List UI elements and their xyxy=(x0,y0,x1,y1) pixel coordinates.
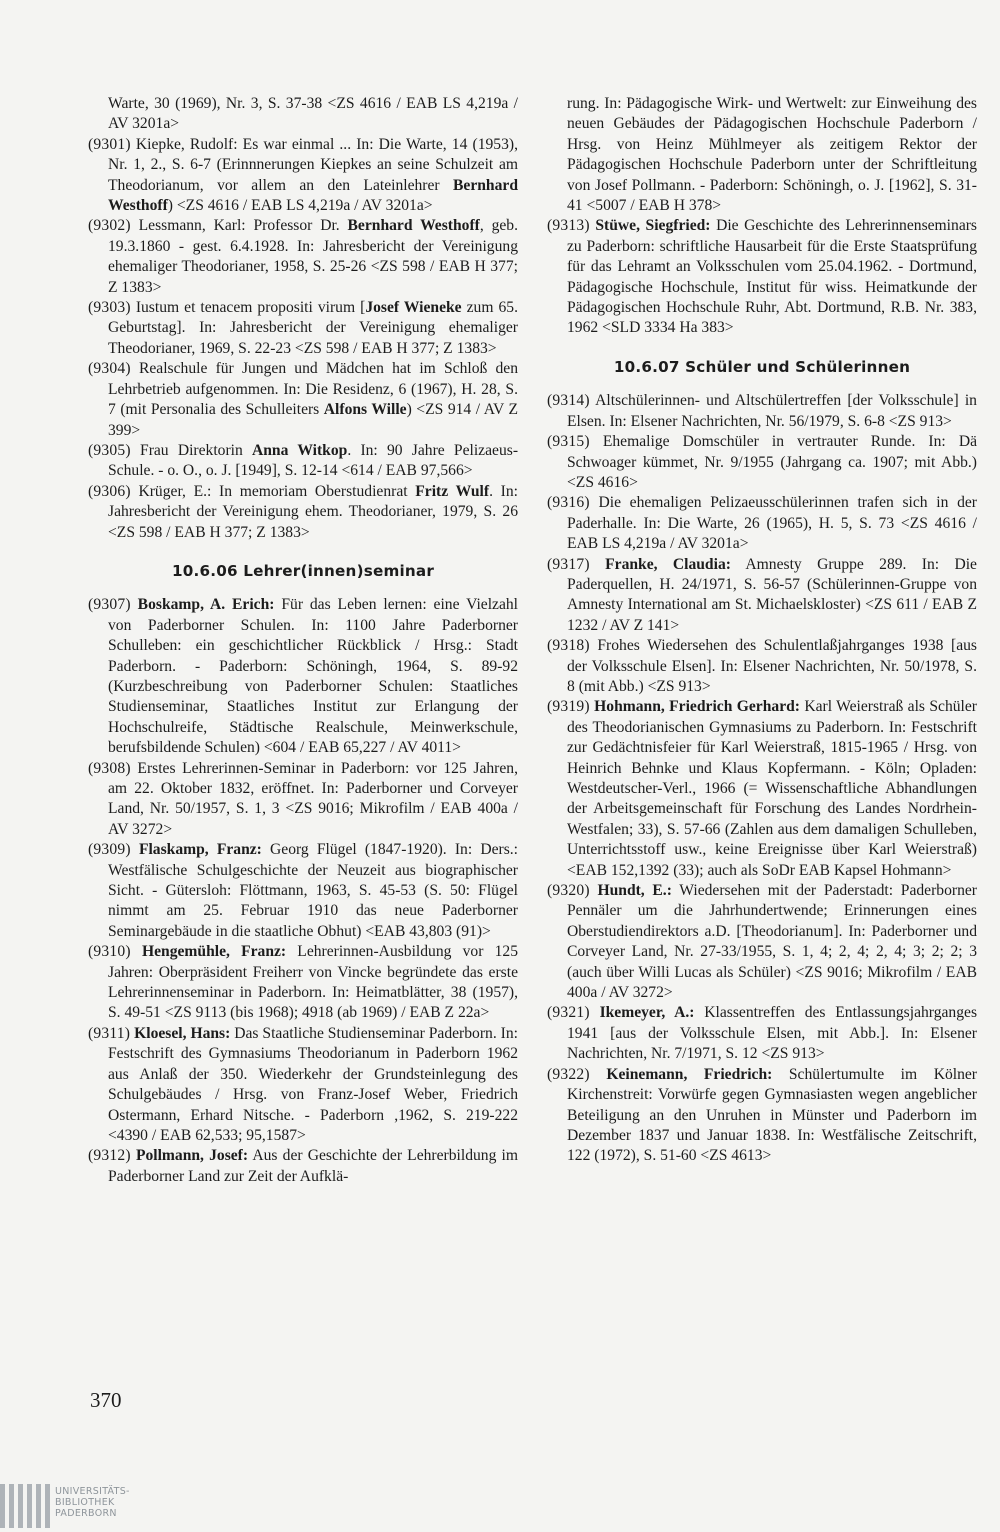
entry-number: (9317) xyxy=(547,555,590,573)
entry-number: (9310) xyxy=(88,943,131,961)
entry-author: Franke, Claudia: xyxy=(605,555,731,573)
entry-text: Schülertumulte im Kölner Kirchenstreit: Vorwürfe gegen Gymnasiasten wegen angeblicher Beteiligung an den Unruhen in Münster und Paderborn im Dezember 1837 und Januar 1838. In: Westfälische Zeitschrift, 122 (1972), S. 51-60 <ZS 4613> xyxy=(567,1065,977,1165)
entry-text: Amnesty Gruppe 289. In: Die Paderquellen, H. 24/1971, S. 56-57 (Schülerinnen-Gruppe von Amnesty International am St. Michaelskloster) <ZS 611 / EAB Z 1232 / AV Z 141> xyxy=(567,555,977,634)
entry-number: (9321) xyxy=(547,1004,590,1022)
continuation-text: rung. In: Pädagogische Wirk- und Wertwelt: zur Einweihung des neuen Gebäudes der Pädagogischen Hochschule Paderborn / Hrsg. von Heinz Mühlmeyer als zeitigem Rektor der Pädagogischen Hochschule Paderborn unter der Schriftleitung von Josef Pollmann. - Paderborn: Schöningh, o. J. [1962], S. 31-41 <5007 / EAB H 378> xyxy=(567,95,977,215)
entry-text: Die ehemaligen Pelizaeusschülerinnen trafen sich in der Paderhalle. In: Die Warte, 26 (1965), H. 5, S. 73 <ZS 4616 / EAB LS 4,219a / AV 3201a> xyxy=(567,494,977,553)
bibliography-entry xyxy=(547,391,977,432)
section-heading: 10.6.07 Schüler und Schülerinnen xyxy=(613,357,911,376)
entry-number: (9307) xyxy=(88,596,131,614)
bibliography-entry xyxy=(88,759,518,841)
entry-number: (9316) xyxy=(547,494,590,512)
entry-number: (9311) xyxy=(88,1024,131,1042)
entry-author: Josef Wieneke xyxy=(365,299,462,317)
bibliography-entry xyxy=(88,1146,518,1187)
entry-text: zum 65. Geburtstag]. In: Jahresbericht der Vereinigung ehemaliger Theodorianer, 1969, S. 22-23 <ZS 598 / EAB H 377; Z 1383> xyxy=(108,299,518,357)
entry-text: Für das Leben lernen: eine Vielzahl von Paderborner Schulen. In: 1100 Jahre Paderborner Schulleben: ein geschichtlicher Rückblick / Hrsg.: Stadt Paderborn. - Paderborn: Schöningh, 1964, S. 89-92 (Kurzbeschreibung von Paderborner Schulen: Staatliches Studienseminar, Staatliches Institut zur Erlangung der Hochschulreife, Städtische Realschule, Meinwerkschule, berufsbildende Schulen) <604 / EAB 65,227 / AV 4011> xyxy=(108,596,519,757)
bibliography-entry xyxy=(547,493,977,554)
entry-number: (9301) xyxy=(88,135,131,153)
entry-text: , geb. 19.3.1860 - gest. 6.4.1928. In: Jahresbericht der Vereinigung ehemaliger Theodorianer, 1958, S. 25-26 <ZS 598 / EAB H 377; Z 1383> xyxy=(108,217,518,296)
entry-number: (9312) xyxy=(88,1147,131,1165)
entry-author: Flaskamp, Franz: xyxy=(138,841,262,859)
entry-text: Kiepke, Rudolf: Es war einmal ... In: Die Warte, 14 (1953), Nr. 1, 2., S. 6-7 (Erinnnerungen Kiepkes an seine Schulzeit am Theodorianum, vor allem an den Lateinlehrer xyxy=(108,135,518,194)
library-name: UNIVERSITÄTS- BIBLIOTHEK PADERBORN xyxy=(55,1486,130,1519)
entry-number: (9308) xyxy=(88,759,131,777)
entry-number: (9318) xyxy=(547,637,590,655)
bibliography-entry xyxy=(88,359,518,441)
entry-number: (9304) xyxy=(88,360,131,378)
right-column xyxy=(547,94,977,1167)
entry-author: Fritz Wulf xyxy=(415,482,490,500)
bibliography-entry xyxy=(88,482,518,543)
entry-author: Hengemühle, Franz: xyxy=(141,943,287,961)
bibliography-entry xyxy=(547,216,977,338)
entry-text: . In: Jahresbericht der Vereinigung ehem. Theodorianer, 1979, S. 26 <ZS 598 / EAB H 377; Z 1383> xyxy=(108,482,518,541)
bibliography-entry xyxy=(88,1024,518,1146)
entry-author: Bernhard Westhoff xyxy=(108,176,518,215)
entries-list xyxy=(88,135,518,543)
entry-text: Klassentreffen des Entlassungsjahrganges 1941 [aus der Volksschule Elsen, mit Abb.]. In: Elsener Nachrichten, Nr. 7/1971, S. 12 <ZS 913> xyxy=(567,1004,978,1063)
bibliography-entry xyxy=(88,840,518,942)
entry-text: Realschule für Jungen und Mädchen hat im Schloß den Lehrbetrieb aufgenommen. In: Die Residenz, 6 (1967), H. 28, S. 7 (mit Personalia des Schulleiters xyxy=(108,360,518,419)
entry-author: Anna Witkop xyxy=(252,441,348,459)
entry-number: (9303) xyxy=(88,299,131,317)
entry-text: Krüger, E.: In memoriam Oberstudienrat xyxy=(138,482,416,500)
entry-text: Frau Direktorin xyxy=(140,441,252,459)
entry-author: Bernhard Westhoff xyxy=(347,217,480,235)
bibliography-entry xyxy=(547,636,977,697)
entry-text: Lehrerinnen-Ausbildung vor 125 Jahren: Oberpräsident Freiherr von Vincke begründete das erste Lehrerinnenseminar in Paderborn. In: Heimatblätter, 38 (1957), S. 49-51 <ZS 9113 (bis 1968); 4918 (ab 1969) / EAB Z 22a> xyxy=(108,943,518,1022)
entry-number: (9313) xyxy=(547,217,590,235)
barcode-icon xyxy=(0,1484,50,1528)
bibliography-entry xyxy=(88,135,518,217)
entry-text: Lessmann, Karl: Professor Dr. xyxy=(138,217,348,235)
entry-number: (9322) xyxy=(547,1065,590,1083)
bibliography-entry xyxy=(547,555,977,637)
entry-number: (9309) xyxy=(88,841,131,859)
entry-text: Erstes Lehrerinnen-Seminar in Paderborn: vor 125 Jahren, am 22. Oktober 1832, eröffnet. In: Paderborner und Corveyer Land, Nr. 50/1957, S. 1, 3 <ZS 9016; Mikrofilm / EAB 400a / AV 3272> xyxy=(108,759,518,838)
entry-number: (9320) xyxy=(547,882,590,900)
entry-author: Stüwe, Siegfried: xyxy=(595,217,711,235)
entry-number: (9305) xyxy=(88,441,131,459)
entry-text: Iustum et tenacem propositi virum [ xyxy=(135,299,366,317)
continuation-text: Warte, 30 (1969), Nr. 3, S. 37-38 <ZS 4616 / EAB LS 4,219a / AV 3201a> xyxy=(108,95,518,133)
bibliography-entry xyxy=(547,432,977,493)
entry-number: (9302) xyxy=(88,217,131,235)
bibliography-entry xyxy=(547,881,977,1003)
left-column xyxy=(88,94,518,1187)
entry-text: Aus der Geschichte der Lehrerbildung im Paderborner Land zur Zeit der Aufklä- xyxy=(108,1147,518,1185)
entry-text: Frohes Wiedersehen des Schulentlaßjahrganges 1938 [aus der Volksschule Elsen]. In: Elsener Nachrichten, Nr. 50/1978, S. 8 (mit Abb.) <ZS 913> xyxy=(567,637,977,695)
section-heading: 10.6.06 Lehrer(innen)seminar xyxy=(171,561,435,580)
bibliography-entry xyxy=(547,697,977,881)
entry-text: Ehemalige Domschüler in vertrauter Runde. In: Dä Schwoager kümmet, Nr. 9/1955 (Jahrgang ca. 1907; mit Abb.) <ZS 4616> xyxy=(567,433,977,491)
entry-text: ) <ZS 4616 / EAB LS 4,219a / AV 3201a> xyxy=(167,197,433,215)
entry-number: (9319) xyxy=(547,698,590,716)
entry-text: Altschülerinnen- und Altschülertreffen [der Volksschule] in Elsen. In: Elsener Nachrichten, Nr. 56/1979, S. 6-8 <ZS 913> xyxy=(567,392,977,430)
entry-number: (9306) xyxy=(88,482,131,500)
entry-text: Das Staatliche Studienseminar Paderborn. In: Festschrift des Gymnasiums Theodorianum in Paderborn 1962 aus Anlaß der 350. Wiederkehr der Grundsteinlegung des Schulgebäudes / Hrsg. von Franz-Josef Weber, Friedrich Ostermann, Erhard Nitsche. - Paderborn ,1962, S. 219-222 <4390 / EAB 62,533; 95,1587> xyxy=(108,1024,518,1144)
entry-author: Alfons Wille xyxy=(323,401,407,419)
entry-author: Pollmann, Josef: xyxy=(135,1147,249,1165)
bibliography-entry xyxy=(88,298,518,359)
entry-text: Georg Flügel (1847-1920). In: Ders.: Westfälische Schulgeschichte der Neuzeit aus biographischer Sicht. - Gütersloh: Flöttmann, 1963, S. 45-53 (S. 50: Flügel nimmt am 25. Februar 1910 das neue Paderborner Seminargebäude in die staatliche Obhut) <EAB 43,803 (91)> xyxy=(108,841,518,940)
bibliography-entry xyxy=(88,216,518,298)
page-number: 370 xyxy=(90,1388,122,1412)
entry-text: Karl Weierstraß als Schüler des Theodorianischen Gymnasiums zu Paderborn. In: Festschrift zur Gedächtnisfeier für Karl Weierstraß, 1815-1965 / Hrsg. von Heinrich Behnke und Klaus Kopfermann. - Köln; Opladen: Westdeutscher-Verl., 1966 (= Wissenschaftliche Abhandlungen der Arbeitsgemeinschaft für Forschung des Landes Nordrhein-Westfalen; 33), S. 57-66 (Zahlen aus dem damaligen Schulleben, Unterrichtsstoff usw., keine Ereignisse über Karl Weierstraß) <EAB 152,1392 (33); auch als SoDr EAB Kapsel Hohmann> xyxy=(567,698,978,879)
entry-number: (9315) xyxy=(547,433,590,451)
bibliography-entry xyxy=(88,441,518,482)
entry-author: Kloesel, Hans: xyxy=(134,1024,231,1042)
library-logo xyxy=(0,1484,160,1532)
bibliography-entry xyxy=(547,1065,977,1167)
bibliography-entry xyxy=(88,595,518,758)
entries-list xyxy=(547,391,977,1166)
entries-list xyxy=(547,216,977,338)
entry-text: Die Geschichte des Lehrerinnenseminars zu Paderborn: schriftliche Hausarbeit für die Erste Staatsprüfung für das Lehramt an Volksschulen vom 25.04.1962. - Dortmund, Pädagogische Hochschule, Institut für wiss. Heimatkunde der Pädagogischen Hochschule Ruhr, Abt. Dortmund, R.B. Nr. 383, 1962 <SLD 3334 Ha 383> xyxy=(567,217,977,337)
entry-text: . In: 90 Jahre Pelizaeus-Schule. - o. O., o. J. [1949], S. 12-14 <614 / EAB 97,566> xyxy=(108,441,519,480)
bibliography-entry xyxy=(547,1003,977,1064)
bibliography-entry xyxy=(88,942,518,1024)
entry-author: Hundt, E.: xyxy=(597,882,672,900)
entry-text: Wiedersehen mit der Paderstadt: Paderborner Pennäler um die Jahrhundertwende; Erinnerungen eines Oberstudiendirektors a.D. [Theodorianum]. In: Paderborner und Corveyer Land, Nr. 27-33/1955, S. 1, 4; 2, 4; 2, 4; 3; 2; 2; 3 (auch über Willi Lucas als Schüler) <ZS 9016; Mikrofilm / EAB 400a / AV 3272> xyxy=(567,882,977,1002)
entry-author: Ikemeyer, A.: xyxy=(599,1004,695,1022)
entry-author: Keinemann, Friedrich: xyxy=(606,1065,773,1083)
entry-author: Hohmann, Friedrich Gerhard: xyxy=(594,698,800,716)
entry-number: (9314) xyxy=(547,392,590,410)
entry-author: Boskamp, A. Erich: xyxy=(137,596,275,614)
entry-text: ) <ZS 914 / AV Z 399> xyxy=(108,401,519,439)
entries-list xyxy=(88,595,518,1187)
